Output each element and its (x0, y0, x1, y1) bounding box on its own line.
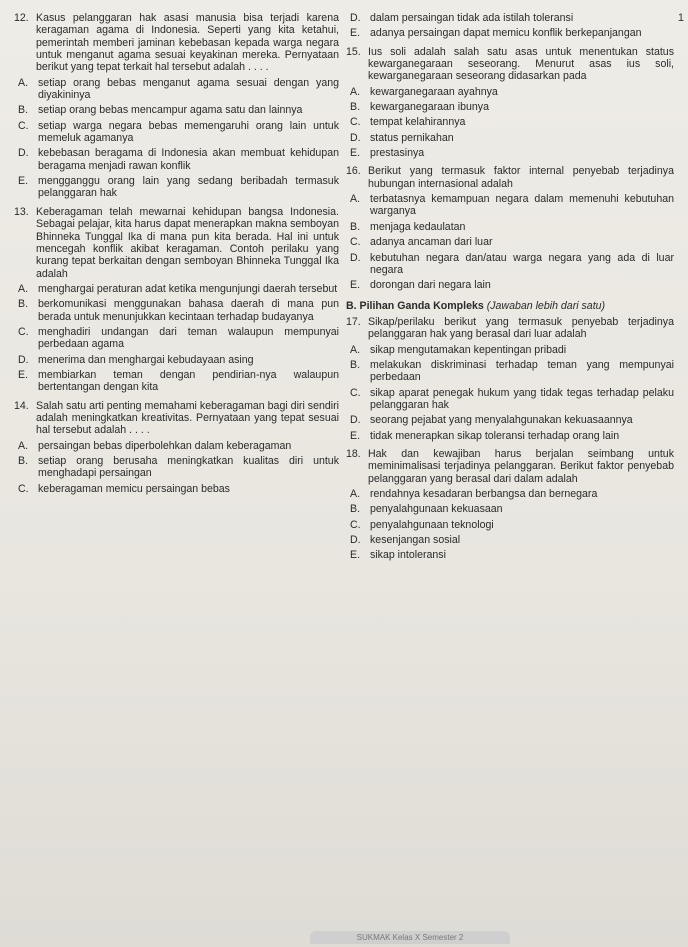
option-text: kebebasan beragama di Indonesia akan membuat kehidupan beragama menjadi rawan konflik (38, 147, 339, 172)
option-text: kebutuhan negara dan/atau warga negara yang ada di luar negara (370, 251, 674, 276)
option-letter: A. (18, 439, 29, 452)
question-16 (346, 165, 674, 291)
question-number: 12. (14, 12, 29, 24)
option-b[interactable] (14, 298, 339, 323)
option-letter: C. (350, 236, 361, 249)
option-letter: E. (18, 368, 29, 381)
option-text: sikap intoleransi (370, 549, 446, 562)
option-d[interactable] (346, 414, 674, 426)
option-text: kewarganegaraan ibunya (370, 101, 489, 114)
option-letter: D. (350, 131, 361, 144)
option-a[interactable] (14, 77, 339, 102)
option-c[interactable] (14, 326, 339, 351)
option-letter: E. (350, 279, 361, 292)
option-e[interactable] (14, 175, 339, 200)
option-c[interactable] (346, 387, 674, 412)
page-number: 1 (677, 12, 684, 24)
option-text: prestasinya (370, 147, 425, 160)
option-letter: B. (350, 503, 361, 516)
option-text: melakukan diskriminasi terhadap teman yang mempunyai perbedaan (370, 358, 674, 384)
option-letter: B. (18, 298, 29, 311)
page-footer: SUKMAK Kelas X Semester 2 (310, 931, 510, 944)
option-text: dorongan dari negara lain (370, 279, 491, 292)
option-letter: B. (18, 104, 29, 117)
option-letter: A. (350, 85, 361, 98)
option-letter: B. (18, 455, 29, 467)
option-c[interactable] (14, 120, 339, 145)
option-text: menerima dan menghargai kebudayaan asing (38, 353, 254, 366)
option-letter: D. (18, 353, 29, 366)
option-letter: B. (350, 220, 361, 233)
option-b[interactable] (346, 503, 674, 515)
option-text: adanya persaingan dapat memicu konflik berkepanjangan (370, 27, 642, 40)
option-b[interactable] (346, 101, 674, 113)
question-12-continued (346, 12, 674, 40)
option-text: tidak menerapkan sikap toleransi terhadap orang lain (370, 429, 620, 442)
option-text: setiap warga negara bebas memengaruhi orang lain untuk memeluk agamanya (38, 119, 339, 145)
option-letter: D. (350, 12, 361, 24)
option-text: penyalahgunaan teknologi (370, 518, 494, 531)
option-letter: A. (18, 76, 29, 89)
option-letter: C. (18, 325, 29, 338)
question-stem: Kasus pelanggaran hak asasi manusia bisa terjadi karena keragaman agama di Indonesia. Seperti yang kita ketahui, pemerintah memberi jaminan kebebasan kepada warga negara untuk menganut agama sesuai keyakinan mereka. Pernyataan berikut yang tepat terkait hal tersebut adalah . . . . (36, 12, 339, 74)
question-stem: Keberagaman telah mewarnai kehidupan bangsa Indonesia. Sebagai pelajar, kita harus dapat menerapkan makna semboyan Bhinneka Tunggal Ika di mana pun kita berada. Hal ini untuk mencegah konflik akibat keragaman. Contoh perilaku yang kurang tepat berkaitan dengan semboyan Bhinneka Tunggal Ika adalah (36, 205, 339, 280)
option-letter: B. (350, 101, 361, 114)
option-d[interactable] (14, 147, 339, 172)
option-letter: C. (18, 119, 29, 132)
option-text: menghargai peraturan adat ketika mengunjungi daerah tersebut (38, 282, 338, 295)
question-number: 15. (346, 45, 361, 58)
option-letter: A. (350, 343, 361, 356)
option-d[interactable] (346, 534, 674, 546)
section-title: B. Pilihan Ganda Kompleks (346, 299, 484, 312)
question-number: 14. (14, 399, 29, 412)
option-d[interactable] (14, 354, 339, 366)
option-letter: C. (350, 518, 361, 531)
option-e[interactable] (346, 279, 674, 291)
option-a[interactable] (346, 193, 674, 218)
option-text: kesenjangan sosial (370, 534, 461, 547)
option-c[interactable] (346, 236, 674, 248)
option-letter: D. (350, 414, 361, 427)
option-e[interactable] (346, 27, 674, 39)
question-number: 16. (346, 165, 361, 178)
left-column (14, 12, 339, 501)
question-number: 18. (346, 447, 361, 460)
option-text: rendahnya kesadaran berbangsa dan bernegara (370, 488, 598, 500)
option-text: status pernikahan (370, 131, 454, 144)
question-number: 13. (14, 205, 29, 218)
question-number: 17. (346, 315, 361, 328)
option-letter: C. (350, 386, 361, 399)
option-letter: C. (350, 116, 361, 129)
right-column (346, 12, 674, 568)
option-letter: E. (350, 27, 361, 40)
option-text: terbatasnya kemampuan negara dalam memenuhi kebutuhan warganya (370, 193, 674, 218)
option-text: seorang pejabat yang menyalahgunakan kekuasaannya (370, 414, 633, 427)
option-letter: A. (18, 282, 29, 295)
question-13 (14, 206, 339, 394)
option-letter: A. (350, 193, 361, 206)
section-b-heading (346, 300, 674, 312)
option-d[interactable] (346, 12, 674, 24)
option-a[interactable] (346, 86, 674, 98)
option-letter: E. (350, 147, 361, 160)
option-text: mengganggu orang lain yang sedang beribadah termasuk pelanggaran hak (38, 175, 339, 200)
question-14 (14, 400, 339, 495)
option-text: sikap mengutamakan kepentingan pribadi (370, 343, 567, 356)
option-text: setiap orang bebas mencampur agama satu dan lainnya (38, 104, 303, 117)
question-stem: Sikap/perilaku berikut yang termasuk penyebab terjadinya pelanggaran hak yang berasal dari luar adalah (368, 315, 674, 341)
option-a[interactable] (346, 344, 674, 356)
option-text: keberagaman memicu persaingan bebas (38, 482, 230, 495)
section-note: (Jawaban lebih dari satu) (486, 299, 606, 312)
option-text: dalam persaingan tidak ada istilah toleransi (370, 12, 574, 24)
option-letter: E. (350, 429, 361, 442)
option-text: setiap orang berusaha meningkatkan kualitas diri untuk menghadapi persaingan (38, 455, 339, 480)
option-d[interactable] (346, 252, 674, 277)
option-text: menghadiri undangan dari teman walaupun mempunyai perbedaan agama (38, 325, 339, 351)
option-text: berkomunikasi menggunakan bahasa daerah di mana pun berada untuk menunjukkan kecintaan terhadap budayanya (38, 298, 339, 323)
question-stem: Ius soli adalah salah satu asas untuk menentukan status kewarganegaraan seseorang. Menurut asas ius soli, kewarganegaraan seseorang didasarkan pada (368, 45, 674, 83)
option-text: penyalahgunaan kekuasaan (370, 503, 503, 516)
option-a[interactable] (14, 283, 339, 295)
question-stem: Berikut yang termasuk faktor internal penyebab terjadinya hubungan internasional adalah (368, 165, 674, 190)
option-b[interactable] (14, 455, 339, 480)
question-15 (346, 46, 674, 160)
option-text: setiap orang bebas menganut agama sesuai dengan yang diyakininya (38, 76, 339, 102)
option-letter: E. (350, 549, 361, 562)
option-e[interactable] (14, 369, 339, 394)
option-text: kewarganegaraan ayahnya (370, 85, 498, 98)
option-letter: D. (350, 251, 361, 264)
option-b[interactable] (14, 104, 339, 116)
option-letter: D. (350, 534, 361, 547)
question-12 (14, 12, 339, 200)
option-d[interactable] (346, 132, 674, 144)
option-letter: E. (18, 175, 29, 188)
question-stem: Salah satu arti penting memahami keberagaman bagi diri sendiri adalah meningkatkan kreativitas. Pernyataan yang tepat sesuai hal tersebut adalah . . . . (36, 399, 339, 437)
option-text: sikap aparat penegak hukum yang tidak tegas terhadap pelaku pelanggaran hak (370, 386, 674, 411)
option-b[interactable] (346, 359, 674, 384)
option-a[interactable] (14, 440, 339, 452)
option-text: persaingan bebas diperbolehkan dalam keberagaman (38, 439, 292, 452)
option-text: adanya ancaman dari luar (370, 236, 493, 249)
option-b[interactable] (346, 221, 674, 233)
option-letter: D. (18, 147, 29, 160)
option-text: tempat kelahirannya (370, 116, 466, 129)
question-stem: Hak dan kewajiban harus berjalan seimbang untuk meminimalisasi terjadinya pelanggaran. Berikut faktor penyebab pelanggaran yang berasal dari dalam adalah (368, 447, 674, 485)
option-text: menjaga kedaulatan (370, 220, 466, 233)
option-a[interactable] (346, 488, 674, 500)
question-18 (346, 448, 674, 562)
option-c[interactable] (346, 116, 674, 128)
option-e[interactable] (346, 430, 674, 442)
option-letter: A. (350, 488, 361, 500)
question-17 (346, 316, 674, 442)
option-e[interactable] (346, 549, 674, 561)
option-letter: C. (18, 482, 29, 495)
option-e[interactable] (346, 147, 674, 159)
option-c[interactable] (14, 483, 339, 495)
option-text: membiarkan teman dengan pendirian-nya walaupun bertentangan dengan kita (38, 368, 339, 394)
option-c[interactable] (346, 519, 674, 531)
option-letter: B. (350, 358, 361, 371)
